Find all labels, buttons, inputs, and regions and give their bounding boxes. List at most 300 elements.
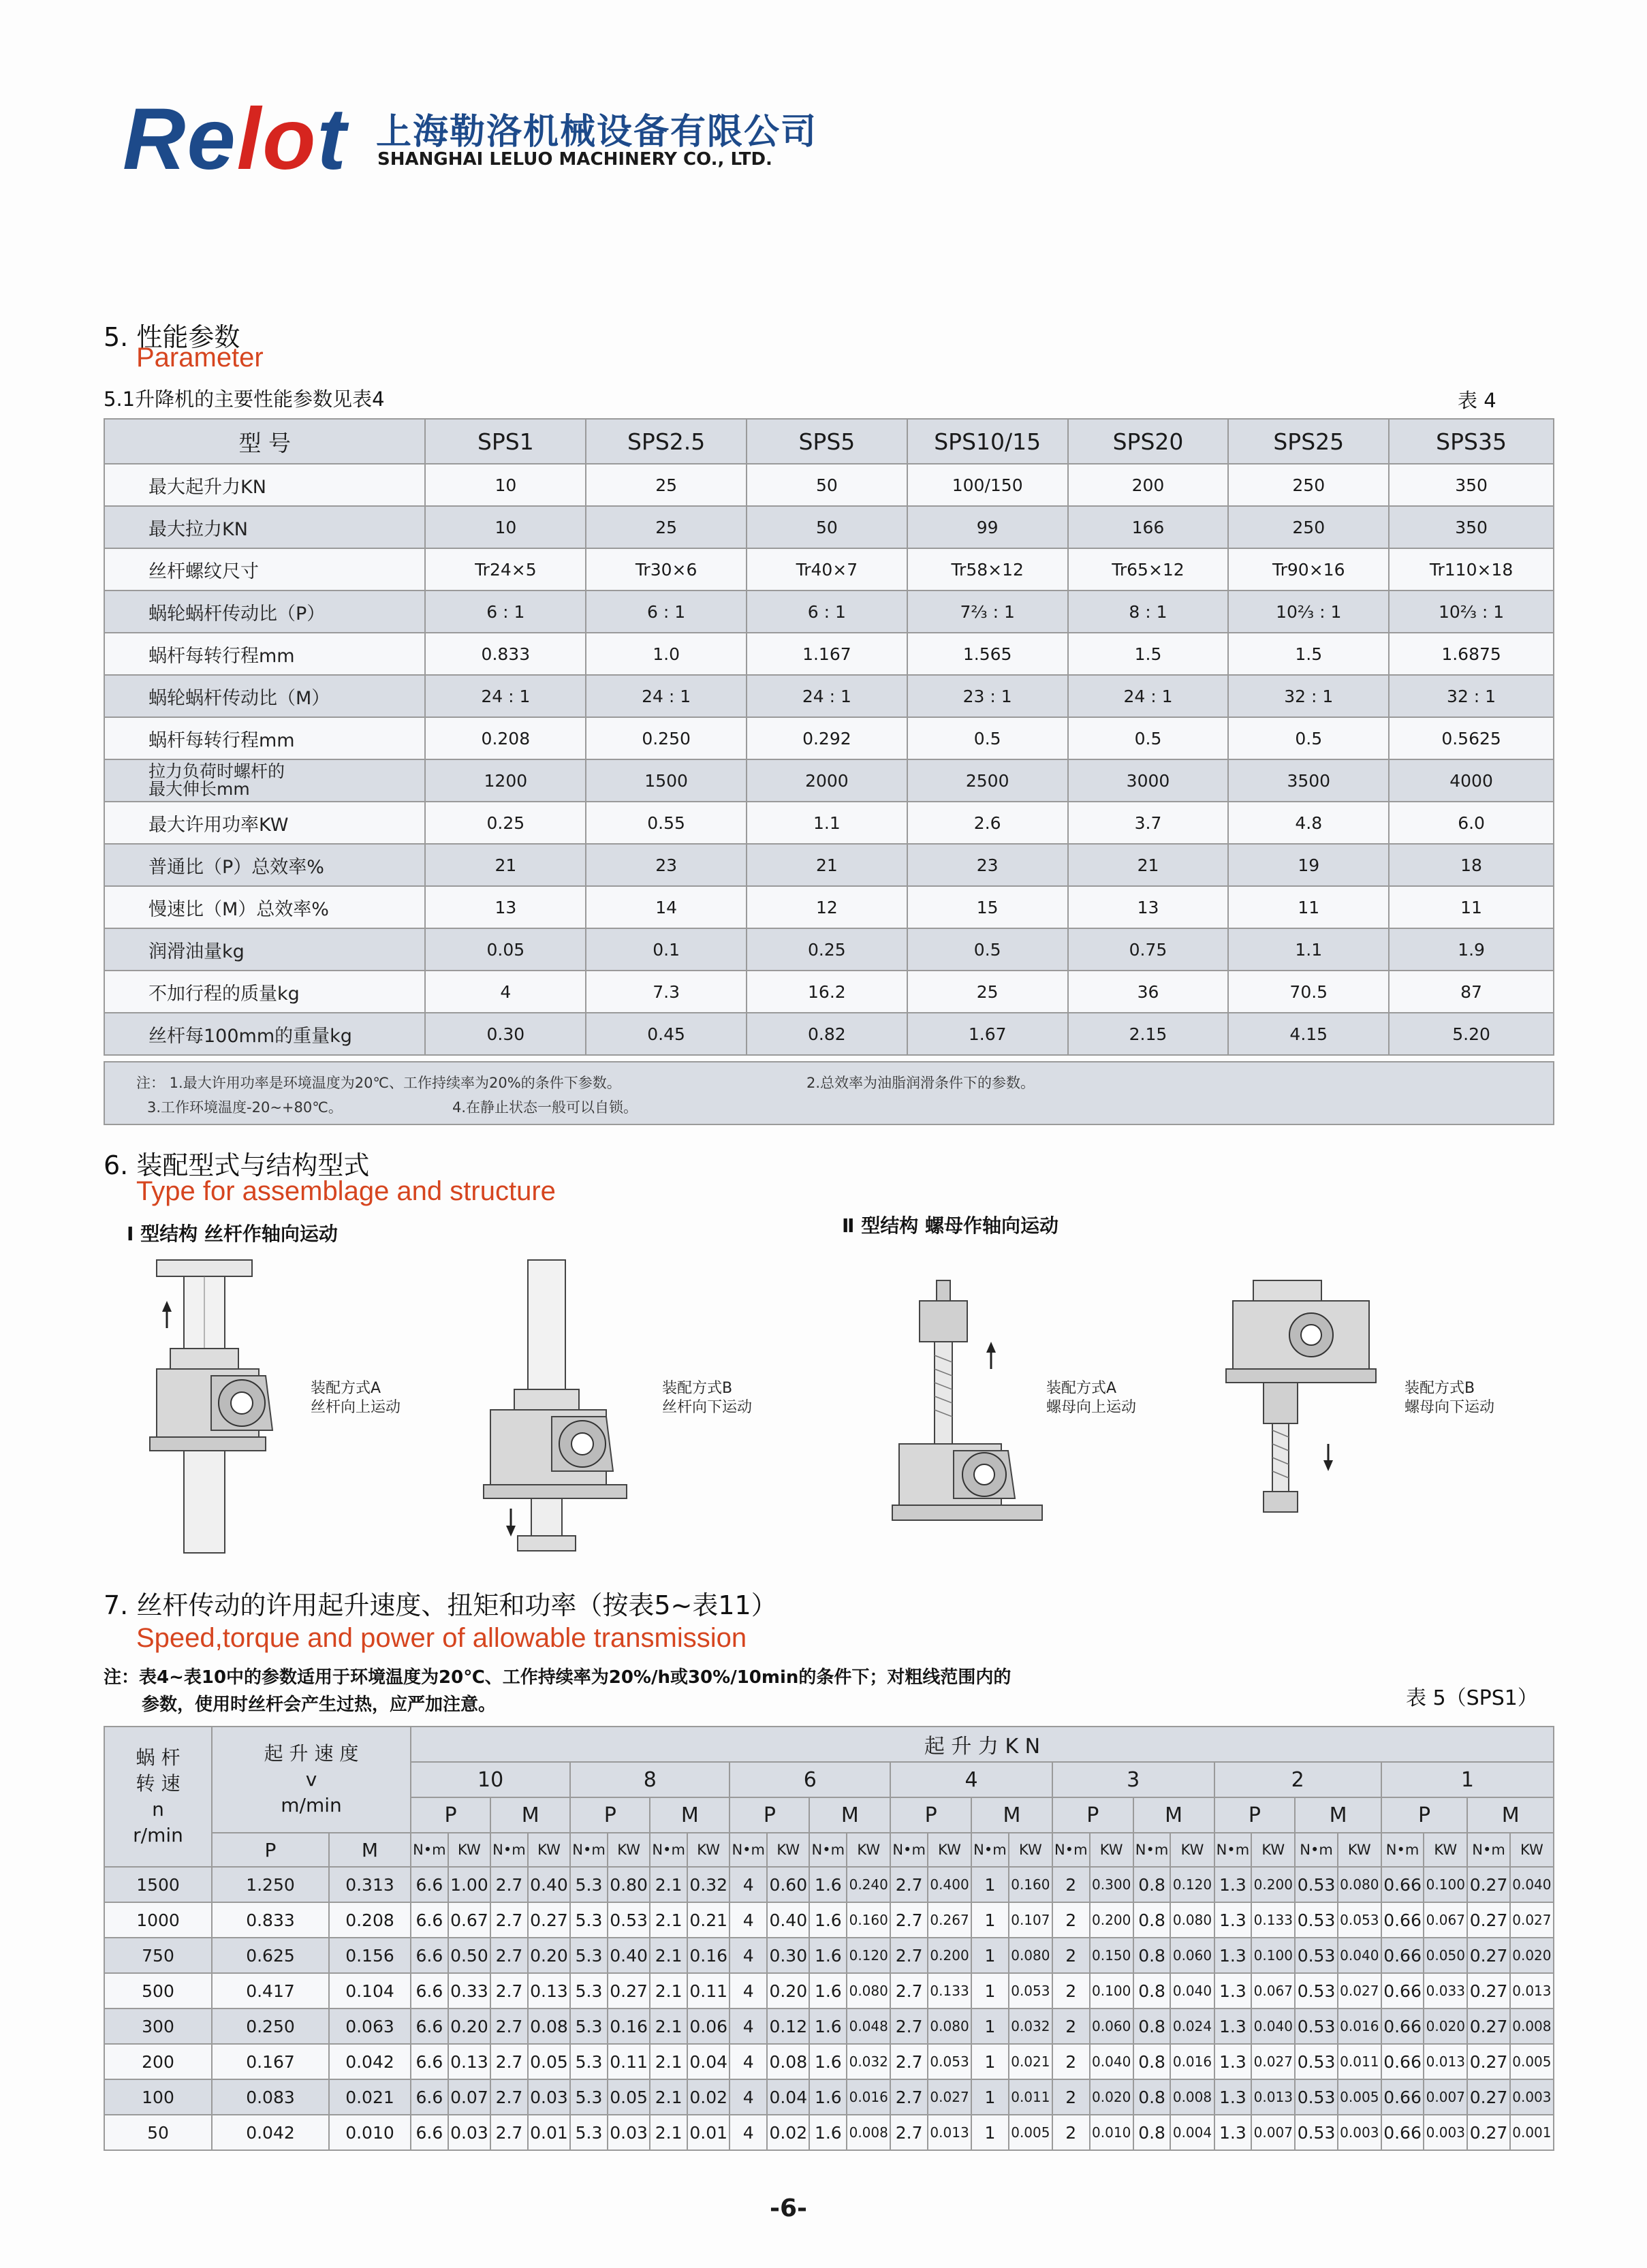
table-cell: 0.05 bbox=[528, 2044, 570, 2079]
table-row bbox=[104, 633, 1554, 675]
table-cell: 0.053 bbox=[928, 2044, 971, 2079]
table-cell: 0.66 bbox=[1381, 1902, 1424, 1938]
row-label: 拉力负荷时螺杆的 最大伸长mm bbox=[104, 759, 425, 802]
table-cell: 0.27 bbox=[1467, 2009, 1509, 2044]
cell-v-m: 0.010 bbox=[329, 2115, 411, 2150]
table-cell: 0.010 bbox=[1090, 2115, 1133, 2150]
table-cell: 0.033 bbox=[1424, 1973, 1467, 2009]
table-cell: 2.7 bbox=[490, 1938, 528, 1973]
table-cell: 4.8 bbox=[1228, 802, 1389, 844]
table-cell: 0.33 bbox=[448, 1973, 490, 2009]
table-cell: 24 : 1 bbox=[586, 675, 747, 717]
table-cell: 0.120 bbox=[1170, 1867, 1214, 1902]
header-worm-speed: 蜗 杆 转 速 n r/min bbox=[104, 1727, 212, 1867]
table-cell: 1200 bbox=[425, 759, 586, 802]
table-cell: 12 bbox=[747, 886, 907, 928]
cell-v-p: 0.083 bbox=[212, 2079, 329, 2115]
table-cell: 87 bbox=[1389, 971, 1554, 1013]
table-cell: 0.07 bbox=[448, 2079, 490, 2115]
table-row bbox=[104, 2115, 1554, 2150]
table-cell: Tr24×5 bbox=[425, 548, 586, 590]
table-cell: 0.027 bbox=[928, 2079, 971, 2115]
table-cell: 0.05 bbox=[608, 2079, 650, 2115]
table-cell: 0.1 bbox=[586, 928, 747, 971]
table-cell: 0.60 bbox=[767, 1867, 809, 1902]
section5-title: 5. 性能参数 bbox=[104, 322, 240, 352]
table-cell: 0.292 bbox=[747, 717, 907, 759]
header-model-col: SPS10/15 bbox=[907, 419, 1068, 464]
table-cell: 4000 bbox=[1389, 759, 1554, 802]
table-cell: 0.008 bbox=[847, 2115, 890, 2150]
table-cell: 1.5 bbox=[1068, 633, 1229, 675]
table-cell: 4 bbox=[730, 2079, 767, 2115]
table-row bbox=[104, 1902, 1554, 1938]
table-cell: Tr30×6 bbox=[586, 548, 747, 590]
table-cell: 0.003 bbox=[1338, 2115, 1381, 2150]
table-cell: 1.3 bbox=[1214, 1938, 1252, 1973]
cell-speed-n: 750 bbox=[104, 1938, 212, 1973]
table-cell: 0.060 bbox=[1170, 1938, 1214, 1973]
table-cell: 0.16 bbox=[687, 1938, 730, 1973]
table-cell: 0.53 bbox=[1295, 2009, 1337, 2044]
table-cell: 0.45 bbox=[586, 1013, 747, 1055]
table-cell: 2.1 bbox=[650, 2115, 687, 2150]
table-cell: 0.13 bbox=[448, 2044, 490, 2079]
table-cell: 0.11 bbox=[608, 2044, 650, 2079]
table-cell: 2.6 bbox=[907, 802, 1068, 844]
table-cell: 1.167 bbox=[747, 633, 907, 675]
table-cell: 0.267 bbox=[928, 1902, 971, 1938]
section5-sub1: 5.1升降机的主要性能参数见表4 bbox=[104, 388, 385, 411]
cell-v-m: 0.208 bbox=[329, 1902, 411, 1938]
table-cell: Tr40×7 bbox=[747, 548, 907, 590]
table-cell: 0.013 bbox=[1251, 2079, 1295, 2115]
table-cell: 5.3 bbox=[570, 2044, 608, 2079]
header-m: M bbox=[1295, 1797, 1381, 1833]
table-row bbox=[104, 1013, 1554, 1055]
table-header-row bbox=[104, 419, 1554, 464]
header-unit-kw: KW bbox=[1170, 1833, 1214, 1867]
table-cell: 2.7 bbox=[490, 1902, 528, 1938]
table4-tag: 表 4 bbox=[1458, 389, 1496, 412]
header-unit-kw: KW bbox=[528, 1833, 570, 1867]
table-cell: 2.7 bbox=[890, 1973, 928, 2009]
table-cell: 0.008 bbox=[1170, 2079, 1214, 2115]
note-4: 4.在静止状态一般可以自锁。 bbox=[452, 1099, 638, 1116]
header-p: P bbox=[730, 1797, 809, 1833]
table-cell: 0.020 bbox=[1424, 2009, 1467, 2044]
table-cell: 0.150 bbox=[1090, 1938, 1133, 1973]
table-cell: 0.53 bbox=[1295, 1973, 1337, 2009]
header-force-value: 2 bbox=[1214, 1762, 1381, 1797]
table-row bbox=[104, 2044, 1554, 2079]
table-cell: 0.048 bbox=[847, 2009, 890, 2044]
table-cell: 24 : 1 bbox=[425, 675, 586, 717]
table-cell: 0.004 bbox=[1170, 2115, 1214, 2150]
table-cell: 25 bbox=[586, 506, 747, 548]
header-unit-kw: KW bbox=[1424, 1833, 1467, 1867]
table5-tag: 表 5（SPS1） bbox=[1406, 1686, 1538, 1710]
table-cell: 1 bbox=[971, 1867, 1009, 1902]
table5-header-row1 bbox=[104, 1727, 1554, 1762]
table-cell: 0.01 bbox=[687, 2115, 730, 2150]
section7-note-line2: 参数，使用时丝杆会产生过热，应严加注意。 bbox=[142, 1695, 497, 1715]
table-cell: 3000 bbox=[1068, 759, 1229, 802]
table-cell: 0.66 bbox=[1381, 2079, 1424, 2115]
note-2: 2.总效率为油脂润滑条件下的参数。 bbox=[806, 1075, 1035, 1091]
table-cell: 4 bbox=[730, 2044, 767, 2079]
table-cell: 6.6 bbox=[411, 1973, 448, 2009]
table-cell: 1.6875 bbox=[1389, 633, 1554, 675]
table-cell: 0.53 bbox=[1295, 1867, 1337, 1902]
table-cell: 0.25 bbox=[425, 802, 586, 844]
table-cell: 6.6 bbox=[411, 1902, 448, 1938]
table-cell: 0.8 bbox=[1133, 1973, 1171, 2009]
table-row bbox=[104, 548, 1554, 590]
table-cell: 0.100 bbox=[1251, 1938, 1295, 1973]
table-cell: 5.20 bbox=[1389, 1013, 1554, 1055]
header-model: 型 号 bbox=[104, 419, 425, 464]
row-label: 最大起升力KN bbox=[104, 464, 425, 506]
cell-v-p: 1.250 bbox=[212, 1867, 329, 1902]
table-row bbox=[104, 1867, 1554, 1902]
table-cell: 5.3 bbox=[570, 2079, 608, 2115]
table-cell: 18 bbox=[1389, 844, 1554, 886]
cell-speed-n: 1500 bbox=[104, 1867, 212, 1902]
table-row bbox=[104, 1938, 1554, 1973]
table-cell: 15 bbox=[907, 886, 1068, 928]
table-cell: 21 bbox=[425, 844, 586, 886]
table-cell: 0.027 bbox=[1338, 1973, 1381, 2009]
table-cell: 0.27 bbox=[1467, 2079, 1509, 2115]
header-unit-kw: KW bbox=[1090, 1833, 1133, 1867]
table-cell: 0.160 bbox=[847, 1902, 890, 1938]
note-1: 注： 1.最大许用功率是环境温度为20℃、工作持续率为20%的条件下参数。 bbox=[136, 1075, 621, 1091]
table-cell: 0.100 bbox=[1090, 1973, 1133, 2009]
header-p: P bbox=[411, 1797, 490, 1833]
table-cell: 13 bbox=[1068, 886, 1229, 928]
table-cell: 2.1 bbox=[650, 2044, 687, 2079]
table-cell: 2500 bbox=[907, 759, 1068, 802]
table-cell: 0.06 bbox=[687, 2009, 730, 2044]
header-model-col: SPS20 bbox=[1068, 419, 1229, 464]
table-cell: 0.007 bbox=[1424, 2079, 1467, 2115]
table-cell: 0.001 bbox=[1510, 2115, 1554, 2150]
table-row bbox=[104, 886, 1554, 928]
cell-v-p: 0.167 bbox=[212, 2044, 329, 2079]
table-cell: 0.53 bbox=[1295, 2079, 1337, 2115]
table-cell: 13 bbox=[425, 886, 586, 928]
table-cell: 0.011 bbox=[1009, 2079, 1052, 2115]
table-cell: 0.013 bbox=[1424, 2044, 1467, 2079]
table-cell: 0.021 bbox=[1009, 2044, 1052, 2079]
row-label: 蜗轮蜗杆传动比（P） bbox=[104, 590, 425, 633]
table-cell: 6 : 1 bbox=[425, 590, 586, 633]
table-cell: 0.08 bbox=[528, 2009, 570, 2044]
parameter-table bbox=[104, 418, 1554, 1056]
header-v-p: P bbox=[212, 1833, 329, 1867]
table-cell: 5.3 bbox=[570, 1938, 608, 1973]
table-cell: 1 bbox=[971, 2079, 1009, 2115]
header-force-value: 8 bbox=[570, 1762, 730, 1797]
table-cell: 0.400 bbox=[928, 1867, 971, 1902]
table-cell: Tr65×12 bbox=[1068, 548, 1229, 590]
section6-title: 6. 装配型式与结构型式 bbox=[104, 1150, 370, 1180]
row-label: 润滑油量kg bbox=[104, 928, 425, 971]
table-cell: 0.200 bbox=[1090, 1902, 1133, 1938]
header-unit-kw: KW bbox=[1338, 1833, 1381, 1867]
table-cell: 0.250 bbox=[586, 717, 747, 759]
row-label: 蜗杆每转行程mm bbox=[104, 633, 425, 675]
header-unit-nm: N•m bbox=[1381, 1833, 1424, 1867]
table-cell: 0.016 bbox=[1338, 2009, 1381, 2044]
table-cell: 0.27 bbox=[1467, 2044, 1509, 2079]
row-label: 蜗轮蜗杆传动比（M） bbox=[104, 675, 425, 717]
table-cell: 0.200 bbox=[928, 1938, 971, 1973]
table-row bbox=[104, 1973, 1554, 2009]
table-cell: 0.160 bbox=[1009, 1867, 1052, 1902]
header-unit-kw: KW bbox=[608, 1833, 650, 1867]
table-cell: 16.2 bbox=[747, 971, 907, 1013]
cell-speed-n: 200 bbox=[104, 2044, 212, 2079]
table-cell: 1.3 bbox=[1214, 1902, 1252, 1938]
header-unit-kw: KW bbox=[847, 1833, 890, 1867]
header-unit-nm: N•m bbox=[650, 1833, 687, 1867]
table-cell: 0.55 bbox=[586, 802, 747, 844]
table-cell: 0.5 bbox=[1228, 717, 1389, 759]
table-cell: 0.67 bbox=[448, 1902, 490, 1938]
cell-v-m: 0.313 bbox=[329, 1867, 411, 1902]
table-row bbox=[104, 717, 1554, 759]
table-cell: 2.7 bbox=[490, 1867, 528, 1902]
header-model-col: SPS1 bbox=[425, 419, 586, 464]
table-cell: 4 bbox=[425, 971, 586, 1013]
table-cell: 0.050 bbox=[1424, 1938, 1467, 1973]
table-cell: 0.30 bbox=[425, 1013, 586, 1055]
table-cell: 1.67 bbox=[907, 1013, 1068, 1055]
table-cell: 0.020 bbox=[1090, 2079, 1133, 2115]
row-label: 蜗杆每转行程mm bbox=[104, 717, 425, 759]
table-cell: 0.53 bbox=[1295, 2115, 1337, 2150]
table-cell: 0.013 bbox=[928, 2115, 971, 2150]
table-cell: 2.15 bbox=[1068, 1013, 1229, 1055]
type2-caption: Ⅱ 型结构 螺母作轴向运动 bbox=[842, 1214, 1058, 1237]
table-row bbox=[104, 2009, 1554, 2044]
table-cell: 250 bbox=[1228, 506, 1389, 548]
table-row bbox=[104, 802, 1554, 844]
table-cell: 2.1 bbox=[650, 1938, 687, 1973]
page-number: -6- bbox=[770, 2194, 807, 2222]
table-cell: 0.5625 bbox=[1389, 717, 1554, 759]
cell-v-p: 0.625 bbox=[212, 1938, 329, 1973]
table-cell: 0.27 bbox=[1467, 2115, 1509, 2150]
table-cell: 0.040 bbox=[1251, 2009, 1295, 2044]
table-cell: 2.7 bbox=[890, 2044, 928, 2079]
table-cell: 0.20 bbox=[448, 2009, 490, 2044]
header-model-col: SPS5 bbox=[747, 419, 907, 464]
table-cell: 14 bbox=[586, 886, 747, 928]
table-cell: 0.008 bbox=[1510, 2009, 1554, 2044]
table-cell: 1.3 bbox=[1214, 2079, 1252, 2115]
header-unit-nm: N•m bbox=[570, 1833, 608, 1867]
table-cell: 0.053 bbox=[1338, 1902, 1381, 1938]
table-cell: 2 bbox=[1052, 2115, 1090, 2150]
table-cell: 0.27 bbox=[528, 1902, 570, 1938]
table-cell: 0.8 bbox=[1133, 2115, 1171, 2150]
table-cell: 0.12 bbox=[767, 2009, 809, 2044]
header-m: M bbox=[1467, 1797, 1554, 1833]
header-force-value: 1 bbox=[1381, 1762, 1554, 1797]
table-row bbox=[104, 971, 1554, 1013]
table-cell: 0.66 bbox=[1381, 1867, 1424, 1902]
header-lift-force: 起 升 力 K N bbox=[411, 1727, 1554, 1762]
table-cell: 2 bbox=[1052, 2009, 1090, 2044]
table-cell: 50 bbox=[747, 506, 907, 548]
diagram-type1-assembly-b bbox=[463, 1253, 647, 1560]
company-name-en: SHANGHAI LELUO MACHINERY CO., LTD. bbox=[377, 149, 772, 170]
table-cell: 0.020 bbox=[1510, 1938, 1554, 1973]
table-cell: 19 bbox=[1228, 844, 1389, 886]
header-unit-kw: KW bbox=[928, 1833, 971, 1867]
table-cell: 1.6 bbox=[809, 1867, 847, 1902]
row-label: 不加行程的质量kg bbox=[104, 971, 425, 1013]
table-cell: 1 bbox=[971, 1973, 1009, 2009]
header-unit-nm: N•m bbox=[411, 1833, 448, 1867]
table-cell: 0.50 bbox=[448, 1938, 490, 1973]
table-cell: 0.120 bbox=[847, 1938, 890, 1973]
table-cell: 50 bbox=[747, 464, 907, 506]
table-cell: 0.5 bbox=[907, 717, 1068, 759]
table-cell: 0.005 bbox=[1338, 2079, 1381, 2115]
header-p: P bbox=[570, 1797, 650, 1833]
row-label: 普通比（P）总效率% bbox=[104, 844, 425, 886]
table-cell: 0.04 bbox=[687, 2044, 730, 2079]
table-cell: 0.25 bbox=[747, 928, 907, 971]
table-row bbox=[104, 2079, 1554, 2115]
table-cell: 0.30 bbox=[767, 1938, 809, 1973]
table-cell: 0.53 bbox=[1295, 2044, 1337, 2079]
table-cell: 0.66 bbox=[1381, 2044, 1424, 2079]
table-cell: 250 bbox=[1228, 464, 1389, 506]
table-cell: 6.6 bbox=[411, 2079, 448, 2115]
section7-title: 7. 丝杆传动的许用起升速度、扭矩和功率（按表5~表11） bbox=[104, 1590, 777, 1620]
table-cell: 0.32 bbox=[687, 1867, 730, 1902]
table-cell: 0.100 bbox=[1424, 1867, 1467, 1902]
table-cell: 2.1 bbox=[650, 2009, 687, 2044]
header-unit-nm: N•m bbox=[809, 1833, 847, 1867]
table5-header-units bbox=[104, 1833, 1554, 1867]
table-cell: 99 bbox=[907, 506, 1068, 548]
table-cell: 0.53 bbox=[1295, 1902, 1337, 1938]
table-cell: 6 : 1 bbox=[586, 590, 747, 633]
diagram3-label: 装配方式A 螺母向上运动 bbox=[1046, 1380, 1137, 1416]
table-cell: 0.66 bbox=[1381, 1973, 1424, 2009]
table-cell: 4 bbox=[730, 1902, 767, 1938]
table-cell: 1.0 bbox=[586, 633, 747, 675]
table-cell: 32 : 1 bbox=[1228, 675, 1389, 717]
table-cell: 4 bbox=[730, 2115, 767, 2150]
cell-v-m: 0.021 bbox=[329, 2079, 411, 2115]
table-cell: 1.00 bbox=[448, 1867, 490, 1902]
table-cell: 23 bbox=[586, 844, 747, 886]
table-cell: 0.27 bbox=[1467, 1902, 1509, 1938]
table-cell: 2.1 bbox=[650, 1902, 687, 1938]
table-cell: 100/150 bbox=[907, 464, 1068, 506]
header-force-value: 6 bbox=[730, 1762, 890, 1797]
table-cell: 2.7 bbox=[890, 1902, 928, 1938]
table-cell: 0.20 bbox=[528, 1938, 570, 1973]
table-cell: 0.067 bbox=[1251, 1973, 1295, 2009]
table-cell: 1.6 bbox=[809, 1973, 847, 2009]
table-cell: 4 bbox=[730, 1973, 767, 2009]
table-cell: 1.5 bbox=[1228, 633, 1389, 675]
table-cell: 0.5 bbox=[907, 928, 1068, 971]
table-cell: 0.05 bbox=[425, 928, 586, 971]
table-cell: 0.013 bbox=[1510, 1973, 1554, 2009]
table-cell: 0.133 bbox=[1251, 1902, 1295, 1938]
table-cell: 0.040 bbox=[1170, 1973, 1214, 2009]
type1-caption: Ⅰ 型结构 丝杆作轴向运动 bbox=[127, 1223, 338, 1245]
table-cell: 21 bbox=[747, 844, 907, 886]
table-cell: 0.003 bbox=[1510, 2079, 1554, 2115]
table-cell: 0.82 bbox=[747, 1013, 907, 1055]
header-model-col: SPS25 bbox=[1228, 419, 1389, 464]
table-cell: 0.040 bbox=[1510, 1867, 1554, 1902]
table-cell: 0.5 bbox=[1068, 717, 1229, 759]
table-cell: 6 : 1 bbox=[747, 590, 907, 633]
cell-speed-n: 50 bbox=[104, 2115, 212, 2150]
table-cell: 0.02 bbox=[687, 2079, 730, 2115]
header-p: P bbox=[1214, 1797, 1296, 1833]
table-cell: 1.6 bbox=[809, 2079, 847, 2115]
table-cell: 24 : 1 bbox=[747, 675, 907, 717]
table-cell: 1.6 bbox=[809, 2115, 847, 2150]
table-cell: 11 bbox=[1228, 886, 1389, 928]
table-cell: 1.6 bbox=[809, 2009, 847, 2044]
table-cell: 2 bbox=[1052, 1867, 1090, 1902]
table-cell: 1500 bbox=[586, 759, 747, 802]
header-force-value: 4 bbox=[890, 1762, 1052, 1797]
table-cell: 2.7 bbox=[490, 2044, 528, 2079]
table-cell: 5.3 bbox=[570, 1867, 608, 1902]
table-cell: 1.3 bbox=[1214, 2044, 1252, 2079]
table-cell: 36 bbox=[1068, 971, 1229, 1013]
table-cell: 2 bbox=[1052, 1973, 1090, 2009]
table-cell: 0.8 bbox=[1133, 1938, 1171, 1973]
header-unit-nm: N•m bbox=[1133, 1833, 1171, 1867]
table-cell: 23 : 1 bbox=[907, 675, 1068, 717]
table-cell: 6.0 bbox=[1389, 802, 1554, 844]
table-cell: 1.9 bbox=[1389, 928, 1554, 971]
table-cell: 0.016 bbox=[847, 2079, 890, 2115]
header-unit-kw: KW bbox=[1251, 1833, 1295, 1867]
table-cell: 0.107 bbox=[1009, 1902, 1052, 1938]
table-cell: 2.1 bbox=[650, 1973, 687, 2009]
table-cell: 1 bbox=[971, 1938, 1009, 1973]
table-cell: 0.053 bbox=[1009, 1973, 1052, 2009]
table-cell: 1 bbox=[971, 1902, 1009, 1938]
table-cell: 0.200 bbox=[1251, 1867, 1295, 1902]
table-cell: 350 bbox=[1389, 506, 1554, 548]
table-cell: 0.27 bbox=[1467, 1973, 1509, 2009]
table-cell: 5.3 bbox=[570, 1902, 608, 1938]
header-force-value: 10 bbox=[411, 1762, 570, 1797]
table-cell: 0.16 bbox=[608, 2009, 650, 2044]
table-cell: 8 : 1 bbox=[1068, 590, 1229, 633]
table-cell: 0.024 bbox=[1170, 2009, 1214, 2044]
table-cell: 1.565 bbox=[907, 633, 1068, 675]
table-cell: 4 bbox=[730, 1938, 767, 1973]
